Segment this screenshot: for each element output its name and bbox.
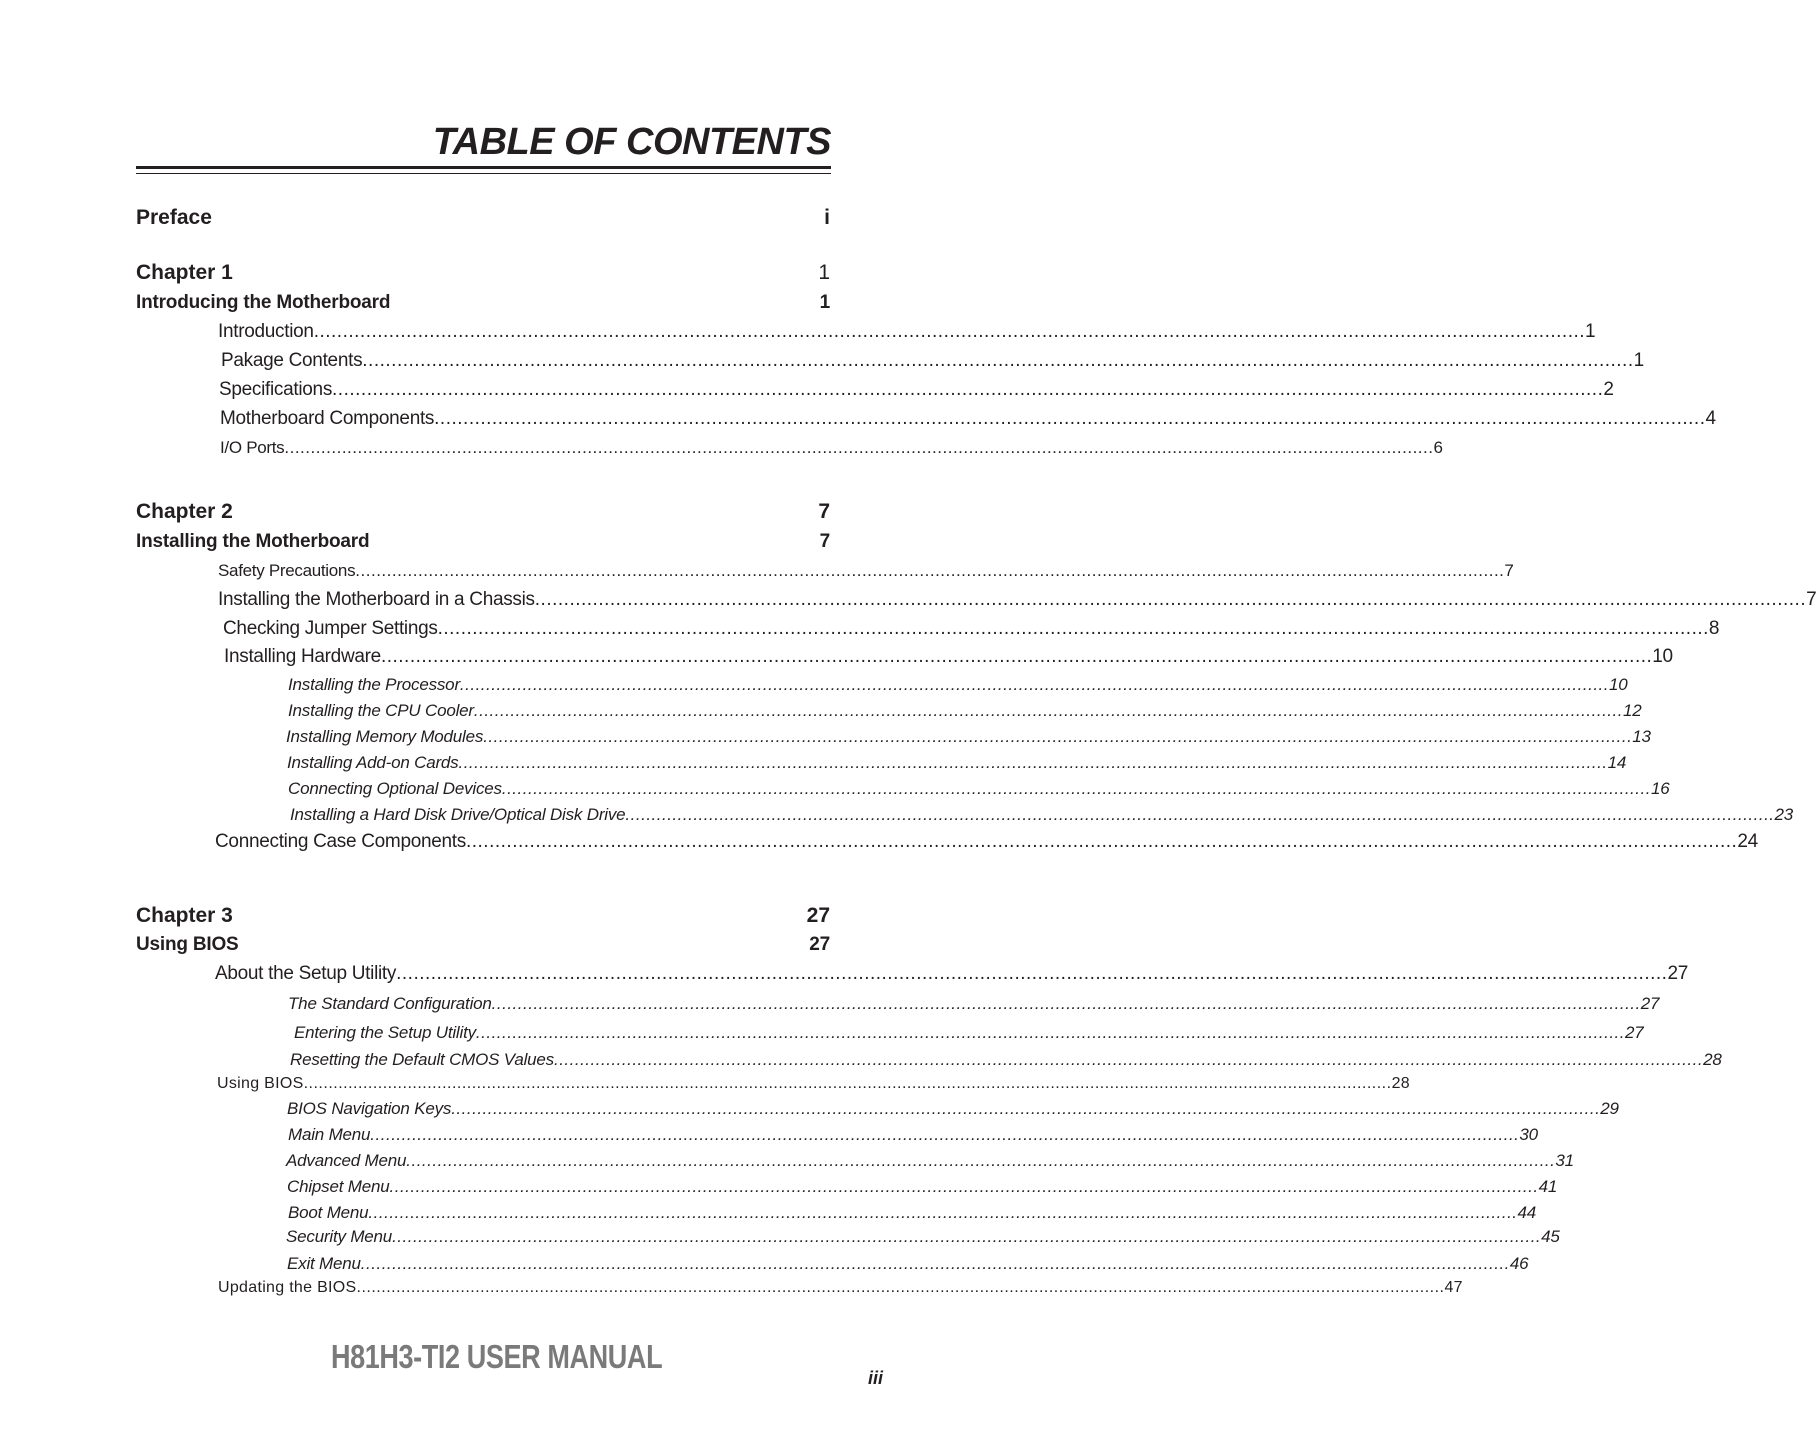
toc-entry[interactable] <box>218 557 1514 585</box>
toc-page-number: 6 <box>1433 438 1443 457</box>
toc-dot-leader: ............................................................................................................................................................................................................................ <box>392 1227 1542 1246</box>
toc-dot-leader: ............................................................................................................................................................................................................................ <box>368 1203 1518 1222</box>
toc-dot-leader: ............................................................................................................................................................................................................................ <box>483 727 1633 746</box>
toc-dot-leader: ............................................................................................................................................................................................................................ <box>303 1075 1392 1092</box>
toc-label: Entering the Setup Utility <box>294 1023 476 1042</box>
toc-label: Motherboard Components <box>220 408 435 429</box>
toc-label: Security Menu <box>286 1227 393 1246</box>
toc-dot-leader: ............................................................................................................................................................................................................................ <box>332 379 1604 400</box>
toc-entry[interactable] <box>286 1147 1574 1175</box>
toc-entry[interactable] <box>290 801 1794 829</box>
toc-label: Installing Add-on Cards <box>287 753 459 772</box>
toc-page-number: 14 <box>1607 753 1627 772</box>
toc-label: I/O Ports <box>220 438 285 457</box>
toc-chapter-1-subtitle[interactable] <box>136 289 830 317</box>
toc-chapter-3[interactable] <box>136 902 830 930</box>
toc-label: BIOS Navigation Keys <box>287 1099 452 1118</box>
toc-dot-leader: ............................................................................................................................................................................................................................ <box>389 1177 1539 1196</box>
toc-page-number: 44 <box>1517 1203 1537 1222</box>
toc-page-number: 1 <box>1585 321 1596 342</box>
toc-label: Installing Hardware <box>224 646 381 667</box>
toc-dot-leader: ............................................................................................................................................................................................................................ <box>473 701 1623 720</box>
toc-entry[interactable] <box>223 615 1720 643</box>
toc-entry[interactable] <box>286 1223 1560 1251</box>
toc-entry[interactable] <box>218 1274 1463 1302</box>
toc-dot-leader: ............................................................................................................................................................................................................................ <box>625 805 1775 824</box>
toc-page-number: 46 <box>1509 1254 1529 1273</box>
toc-dot-leader: ............................................................................................................................................................................................................................ <box>313 321 1586 342</box>
toc-entry[interactable] <box>287 749 1627 777</box>
toc-entry[interactable] <box>220 434 1443 462</box>
toc-page-number: 27 <box>806 904 830 927</box>
toc-entry[interactable] <box>220 405 1716 433</box>
title-rule-thick <box>136 166 831 169</box>
toc-label: Checking Jumper Settings <box>223 618 438 639</box>
toc-label: Chapter 1 <box>136 261 233 284</box>
toc-dot-leader: ............................................................................................................................................................................................................................ <box>434 408 1706 429</box>
toc-label: Connecting Optional Devices <box>288 779 502 798</box>
toc-page-number: 10 <box>1609 675 1628 694</box>
toc-dot-leader: ............................................................................................................................................................................................................................ <box>356 1279 1445 1296</box>
toc-preface[interactable] <box>136 204 830 232</box>
toc-chapter-1[interactable] <box>136 259 830 287</box>
toc-dot-leader: ............................................................................................................................................................................................................................ <box>284 438 1434 457</box>
title-rule-thin <box>136 173 831 174</box>
toc-label: Boot Menu <box>288 1203 369 1222</box>
toc-dot-leader: ............................................................................................................................................................................................................................ <box>451 1099 1601 1118</box>
manual-title: H81H3-TI2 USER MANUAL <box>331 1338 663 1375</box>
page-title: TABLE OF CONTENTS <box>432 121 831 163</box>
toc-label: Chipset Menu <box>287 1177 390 1196</box>
toc-label: Pakage Contents <box>221 350 363 371</box>
toc-page-number: 13 <box>1632 727 1651 746</box>
toc-label: Specifications <box>219 379 333 400</box>
toc-page-number: 1 <box>819 292 830 313</box>
toc-label: Updating the BIOS <box>218 1279 357 1296</box>
toc-page-number: 27 <box>1667 963 1688 984</box>
toc-entry[interactable] <box>288 697 1642 725</box>
toc-entry[interactable] <box>288 775 1670 803</box>
toc-label: Advanced Menu <box>286 1151 407 1170</box>
toc-dot-leader: ............................................................................................................................................................................................................................ <box>475 1023 1625 1042</box>
toc-label: The Standard Configuration <box>288 994 492 1013</box>
toc-entry[interactable] <box>215 960 1688 988</box>
toc-label: Using BIOS <box>217 1075 304 1092</box>
toc-page-number: 47 <box>1444 1279 1463 1296</box>
toc-page-number: 1 <box>818 261 830 284</box>
toc-entry[interactable] <box>218 586 1816 614</box>
toc-label: Exit Menu <box>287 1254 361 1273</box>
toc-chapter-2[interactable] <box>136 498 830 526</box>
toc-label: Connecting Case Components <box>215 831 466 852</box>
toc-dot-leader: ............................................................................................................................................................................................................................ <box>396 963 1668 984</box>
toc-dot-leader: ............................................................................................................................................................................................................................ <box>553 1050 1704 1069</box>
toc-page-number: 27 <box>809 934 830 955</box>
toc-page-number: 45 <box>1541 1227 1560 1246</box>
toc-chapter-3-subtitle[interactable] <box>136 931 830 959</box>
toc-page-number: 1 <box>1633 350 1644 371</box>
toc-label: Introduction <box>218 321 314 342</box>
toc-dot-leader: ............................................................................................................................................................................................................................ <box>406 1151 1556 1170</box>
toc-entry[interactable] <box>217 1070 1410 1098</box>
toc-entry[interactable] <box>221 347 1644 375</box>
toc-page-number: 27 <box>1640 994 1660 1013</box>
toc-dot-leader: ............................................................................................................................................................................................................................ <box>534 589 1807 610</box>
toc-page-number: 16 <box>1650 779 1670 798</box>
toc-entry[interactable] <box>224 643 1673 671</box>
toc-entry[interactable] <box>288 1121 1538 1149</box>
toc-label: Installing the Motherboard <box>136 531 370 552</box>
toc-page-number: 7 <box>1504 561 1514 580</box>
toc-label: Installing a Hard Disk Drive/Optical Disk Drive <box>290 805 626 824</box>
toc-page-number: 2 <box>1603 379 1614 400</box>
toc-label: Installing the Processor <box>288 675 460 694</box>
toc-page-number: 8 <box>1708 618 1720 639</box>
toc-label: Introducing the Motherboard <box>136 292 391 313</box>
toc-label: Safety Precautions <box>218 561 356 580</box>
toc-page-number: 7 <box>818 500 830 523</box>
toc-page-number: 12 <box>1622 701 1642 720</box>
toc-label: Preface <box>136 206 212 229</box>
toc-entry[interactable] <box>287 1095 1619 1123</box>
toc-label: Installing the Motherboard in a Chassis <box>218 589 535 610</box>
toc-label: Main Menu <box>288 1125 371 1144</box>
toc-dot-leader: ............................................................................................................................................................................................................................ <box>360 1254 1510 1273</box>
toc-label: Installing Memory Modules <box>286 727 484 746</box>
toc-page-number: 27 <box>1625 1023 1644 1042</box>
toc-entry[interactable] <box>288 671 1628 699</box>
toc-dot-leader: ............................................................................................................................................................................................................................ <box>380 646 1653 667</box>
toc-page-number: 30 <box>1519 1125 1538 1144</box>
toc-entry[interactable] <box>215 828 1758 856</box>
toc-page-number: 24 <box>1737 831 1758 852</box>
toc-page-number: 31 <box>1555 1151 1574 1170</box>
toc-label: Resetting the Default CMOS Values <box>290 1050 554 1069</box>
toc-entry[interactable] <box>286 723 1651 751</box>
toc-dot-leader: ............................................................................................................................................................................................................................ <box>437 618 1709 639</box>
toc-page-number: i <box>824 206 830 229</box>
toc-dot-leader: ............................................................................................................................................................................................................................ <box>491 994 1641 1013</box>
toc-entry[interactable] <box>287 1173 1558 1201</box>
toc-page-number: 28 <box>1703 1050 1722 1069</box>
toc-entry[interactable] <box>218 318 1596 346</box>
toc-label: Chapter 2 <box>136 500 233 523</box>
page-number: iii <box>868 1368 884 1388</box>
toc-dot-leader: ............................................................................................................................................................................................................................ <box>501 779 1651 798</box>
toc-page-number: 7 <box>819 531 830 552</box>
toc-dot-leader: ............................................................................................................................................................................................................................ <box>362 350 1634 371</box>
toc-dot-leader: ............................................................................................................................................................................................................................ <box>458 753 1608 772</box>
toc-page-number: 23 <box>1774 805 1794 824</box>
toc-entry[interactable] <box>288 990 1660 1018</box>
toc-page-number: 29 <box>1600 1099 1619 1118</box>
toc-page-number: 28 <box>1391 1075 1410 1092</box>
toc-dot-leader: ............................................................................................................................................................................................................................ <box>465 831 1738 852</box>
toc-page-number: 41 <box>1538 1177 1558 1196</box>
toc-dot-leader: ............................................................................................................................................................................................................................ <box>370 1125 1520 1144</box>
toc-label: Chapter 3 <box>136 904 233 927</box>
toc-page-number: 4 <box>1705 408 1716 429</box>
toc-entry[interactable] <box>219 376 1614 404</box>
toc-dot-leader: ............................................................................................................................................................................................................................ <box>355 561 1505 580</box>
toc-label: About the Setup Utility <box>215 963 397 984</box>
toc-dot-leader: ............................................................................................................................................................................................................................ <box>459 675 1609 694</box>
toc-label: Installing the CPU Cooler <box>288 701 474 720</box>
toc-page-number: 7 <box>1806 589 1816 610</box>
toc-chapter-2-subtitle[interactable] <box>136 528 830 556</box>
toc-entry[interactable] <box>294 1019 1644 1047</box>
toc-page-number: 10 <box>1652 646 1673 667</box>
toc-label: Using BIOS <box>136 934 239 955</box>
